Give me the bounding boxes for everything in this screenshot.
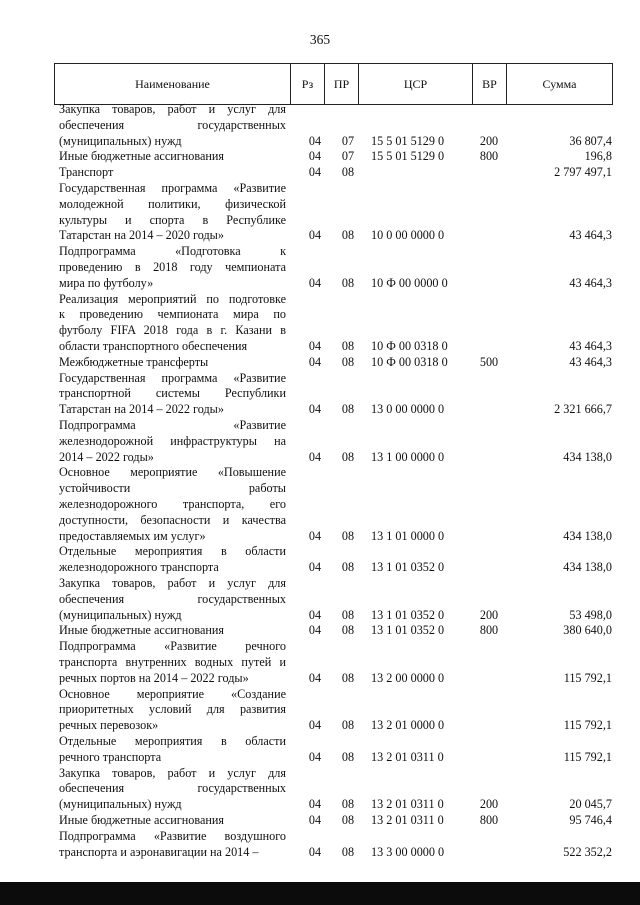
table-row [0, 102, 640, 149]
row-name-line: транспорта внутренних водных путей и [59, 654, 286, 669]
row-rz: 04 [308, 623, 322, 638]
header-vr: ВР [473, 64, 507, 104]
row-csr: 10 Ф 00 0000 0 [371, 275, 448, 290]
row-sum: 2 797 497,1 [554, 165, 612, 180]
row-sum: 2 321 666,7 [554, 402, 612, 417]
row-pr: 07 [341, 149, 355, 164]
row-name-line: Иные бюджетные ассигнования [59, 813, 225, 827]
table-header [54, 63, 613, 105]
scan-edge [0, 882, 640, 905]
row-name-line: футболу FIFA 2018 года в г. Казани в [59, 323, 286, 338]
table-row [0, 418, 640, 465]
row-name-line: доступности, безопасности и качества [59, 512, 286, 527]
row-rz: 04 [308, 797, 322, 812]
row-sum: 36 807,4 [569, 133, 612, 148]
row-csr: 13 0 00 0000 0 [371, 402, 445, 417]
row-sum: 115 792,1 [563, 718, 612, 733]
row-rz: 04 [308, 275, 322, 290]
row-name-line: к проведению чемпионата мира по [59, 307, 286, 322]
row-name-line: Межбюджетные трансферты [59, 354, 209, 369]
row-rz: 04 [308, 449, 322, 464]
row-rz: 04 [308, 149, 322, 164]
table-row [0, 292, 640, 355]
row-name [59, 355, 286, 371]
row-sum: 43 464,3 [569, 275, 612, 290]
header-sum: Сумма [542, 77, 577, 91]
row-vr: 800 [479, 813, 499, 827]
row-sum: 115 792,1 [563, 670, 612, 685]
row-vr: 200 [479, 133, 499, 148]
row-name-line: обеспечения государственных [59, 117, 286, 132]
row-name-line: Закупка товаров, работ и услуг для [59, 765, 286, 780]
table-row [0, 639, 640, 686]
row-name-line: Государственная программа «Развитие [59, 181, 286, 195]
row-pr: 08 [341, 449, 355, 464]
row-name-line: Иные бюджетные ассигнования [59, 149, 225, 164]
row-vr: 800 [479, 149, 499, 164]
table-row [0, 576, 640, 623]
row-name [59, 149, 286, 165]
row-rz: 04 [308, 670, 322, 685]
row-sum: 434 138,0 [563, 528, 612, 543]
row-name [59, 623, 286, 639]
row-pr: 08 [341, 718, 355, 733]
row-pr: 08 [341, 228, 355, 243]
row-name-line: (муниципальных) нужд [59, 607, 182, 622]
row-name-line: Татарстан на 2014 – 2022 годы» [59, 402, 224, 417]
row-name [59, 813, 286, 829]
row-name-line: железнодорожного транспорта, его [59, 496, 286, 511]
row-csr: 13 2 01 0000 0 [371, 718, 445, 733]
row-csr: 13 1 00 0000 0 [371, 449, 445, 464]
header-csr: ЦСР [359, 64, 473, 104]
row-sum: 115 792,1 [563, 749, 612, 764]
table-row [0, 544, 640, 576]
row-name [59, 165, 286, 181]
table-row [0, 734, 640, 766]
row-name-line: 2014 – 2022 годы» [59, 449, 154, 464]
row-name-line: (муниципальных) нужд [59, 797, 182, 812]
row-pr: 08 [341, 402, 355, 417]
row-name-line: Отдельные мероприятия в области [59, 734, 286, 748]
row-name-line: Государственная программа «Развитие [59, 370, 286, 385]
row-name-line: речного транспорта [59, 749, 162, 764]
row-pr: 08 [341, 354, 355, 369]
row-rz: 04 [308, 607, 322, 622]
row-rz: 04 [308, 528, 322, 543]
row-csr: 13 1 01 0352 0 [371, 560, 445, 575]
row-name [59, 102, 286, 149]
row-name-line: Реализация мероприятий по подготовке [59, 291, 286, 306]
row-name [59, 639, 286, 686]
row-name-line: железнодорожного транспорта [59, 560, 219, 575]
row-pr: 08 [341, 749, 355, 764]
row-vr: 800 [479, 623, 499, 638]
table-row [0, 829, 640, 861]
row-sum: 43 464,3 [569, 354, 612, 369]
row-sum: 95 746,4 [569, 813, 612, 827]
row-sum: 434 138,0 [563, 449, 612, 464]
row-name-line: молодежной политики, физической [59, 196, 286, 211]
row-name-line: железнодорожной инфраструктуры на [59, 433, 286, 448]
header-rz: Рз [291, 64, 325, 104]
row-pr: 08 [341, 797, 355, 812]
row-name [59, 687, 286, 734]
row-name [59, 576, 286, 623]
row-rz: 04 [308, 844, 322, 859]
row-csr: 13 2 01 0311 0 [371, 749, 444, 764]
row-name [59, 244, 286, 291]
header-pr: ПР [325, 64, 359, 104]
table-row [0, 244, 640, 291]
row-sum: 43 464,3 [569, 228, 612, 243]
row-sum: 522 352,2 [563, 844, 612, 859]
row-name-line: речных перевозок» [59, 718, 159, 733]
row-csr: 13 2 01 0311 0 [371, 797, 444, 812]
row-sum: 380 640,0 [563, 623, 612, 638]
row-name-line: Подпрограмма «Развитие воздушного [59, 828, 286, 843]
row-name [59, 418, 286, 465]
row-name [59, 465, 286, 544]
row-csr: 10 0 00 0000 0 [371, 228, 445, 243]
row-vr: 500 [479, 354, 499, 369]
row-name-line: (муниципальных) нужд [59, 133, 182, 148]
row-pr: 08 [341, 338, 355, 353]
row-name-line: Транспорт [59, 165, 114, 180]
row-pr: 08 [341, 623, 355, 638]
row-rz: 04 [308, 402, 322, 417]
row-name-line: устойчивости работы [59, 481, 286, 496]
row-pr: 08 [341, 813, 355, 827]
row-name-line: Татарстан на 2014 – 2020 годы» [59, 228, 224, 243]
table-row [0, 623, 640, 639]
row-csr: 13 3 00 0000 0 [371, 844, 445, 859]
row-rz: 04 [308, 338, 322, 353]
row-name [59, 766, 286, 813]
row-name [59, 371, 286, 418]
row-csr: 13 2 00 0000 0 [371, 670, 445, 685]
table-row [0, 371, 640, 418]
row-name-line: Основное мероприятие «Повышение [59, 465, 286, 480]
row-name-line: Закупка товаров, работ и услуг для [59, 102, 286, 116]
row-rz: 04 [308, 560, 322, 575]
row-name-line: мира по футболу» [59, 275, 154, 290]
row-name [59, 544, 286, 576]
row-pr: 08 [341, 844, 355, 859]
row-rz: 04 [308, 813, 322, 827]
row-csr: 10 Ф 00 0318 0 [371, 354, 448, 369]
row-csr: 15 5 01 5129 0 [371, 133, 445, 148]
row-vr: 200 [479, 797, 499, 812]
row-pr: 08 [341, 670, 355, 685]
page-number: 365 [309, 32, 331, 47]
row-vr: 200 [479, 607, 499, 622]
row-name-line: транспорта и аэронавигации на 2014 – [59, 844, 259, 859]
header-name: Наименование [55, 64, 291, 104]
row-rz: 04 [308, 354, 322, 369]
row-pr: 08 [341, 275, 355, 290]
row-name-line: Подпрограмма «Подготовка к [59, 244, 286, 259]
row-name [59, 181, 286, 244]
row-rz: 04 [308, 718, 322, 733]
row-name-line: Основное мероприятие «Создание [59, 686, 286, 701]
row-csr: 13 1 01 0352 0 [371, 607, 445, 622]
table-row [0, 181, 640, 244]
row-sum: 53 498,0 [569, 607, 612, 622]
row-name-line: Отдельные мероприятия в области [59, 544, 286, 559]
row-name-line: Закупка товаров, работ и услуг для [59, 576, 286, 590]
row-rz: 04 [308, 749, 322, 764]
table-row [0, 465, 640, 544]
table-row [0, 813, 640, 829]
row-sum: 43 464,3 [569, 338, 612, 353]
row-csr: 13 1 01 0000 0 [371, 528, 445, 543]
row-pr: 08 [341, 165, 355, 180]
row-csr: 10 Ф 00 0318 0 [371, 338, 448, 353]
row-sum: 20 045,7 [569, 797, 612, 812]
row-name-line: обеспечения государственных [59, 781, 286, 796]
row-name-line: предоставляемых им услуг» [59, 528, 206, 543]
row-pr: 08 [341, 528, 355, 543]
row-pr: 08 [341, 560, 355, 575]
table-row [0, 149, 640, 165]
row-csr: 15 5 01 5129 0 [371, 149, 445, 164]
row-name-line: речных портов на 2014 – 2022 годы» [59, 670, 249, 685]
row-name-line: области транспортного обеспечения [59, 338, 248, 353]
row-name-line: проведению в 2018 году чемпионата [59, 259, 286, 274]
row-name-line: Подпрограмма «Развитие [59, 418, 286, 432]
row-pr: 08 [341, 607, 355, 622]
row-rz: 04 [308, 228, 322, 243]
row-csr: 13 1 01 0352 0 [371, 623, 445, 638]
row-rz: 04 [308, 165, 322, 180]
table-row [0, 687, 640, 734]
table-row [0, 766, 640, 813]
row-name-line: Иные бюджетные ассигнования [59, 623, 225, 638]
row-rz: 04 [308, 133, 322, 148]
row-sum: 434 138,0 [563, 560, 612, 575]
row-csr: 13 2 01 0311 0 [371, 813, 444, 827]
row-name-line: Подпрограмма «Развитие речного [59, 639, 286, 654]
row-name [59, 829, 286, 861]
row-name-line: культуры и спорта в Республике [59, 212, 286, 227]
table-row [0, 355, 640, 371]
row-name-line: приоритетных условий для развития [59, 702, 286, 717]
row-name-line: транспортной системы Республики [59, 386, 286, 401]
row-name-line: обеспечения государственных [59, 591, 286, 606]
row-pr: 07 [341, 133, 355, 148]
row-name [59, 292, 286, 355]
table-row [0, 165, 640, 181]
row-sum: 196,8 [584, 149, 612, 164]
row-name [59, 734, 286, 766]
